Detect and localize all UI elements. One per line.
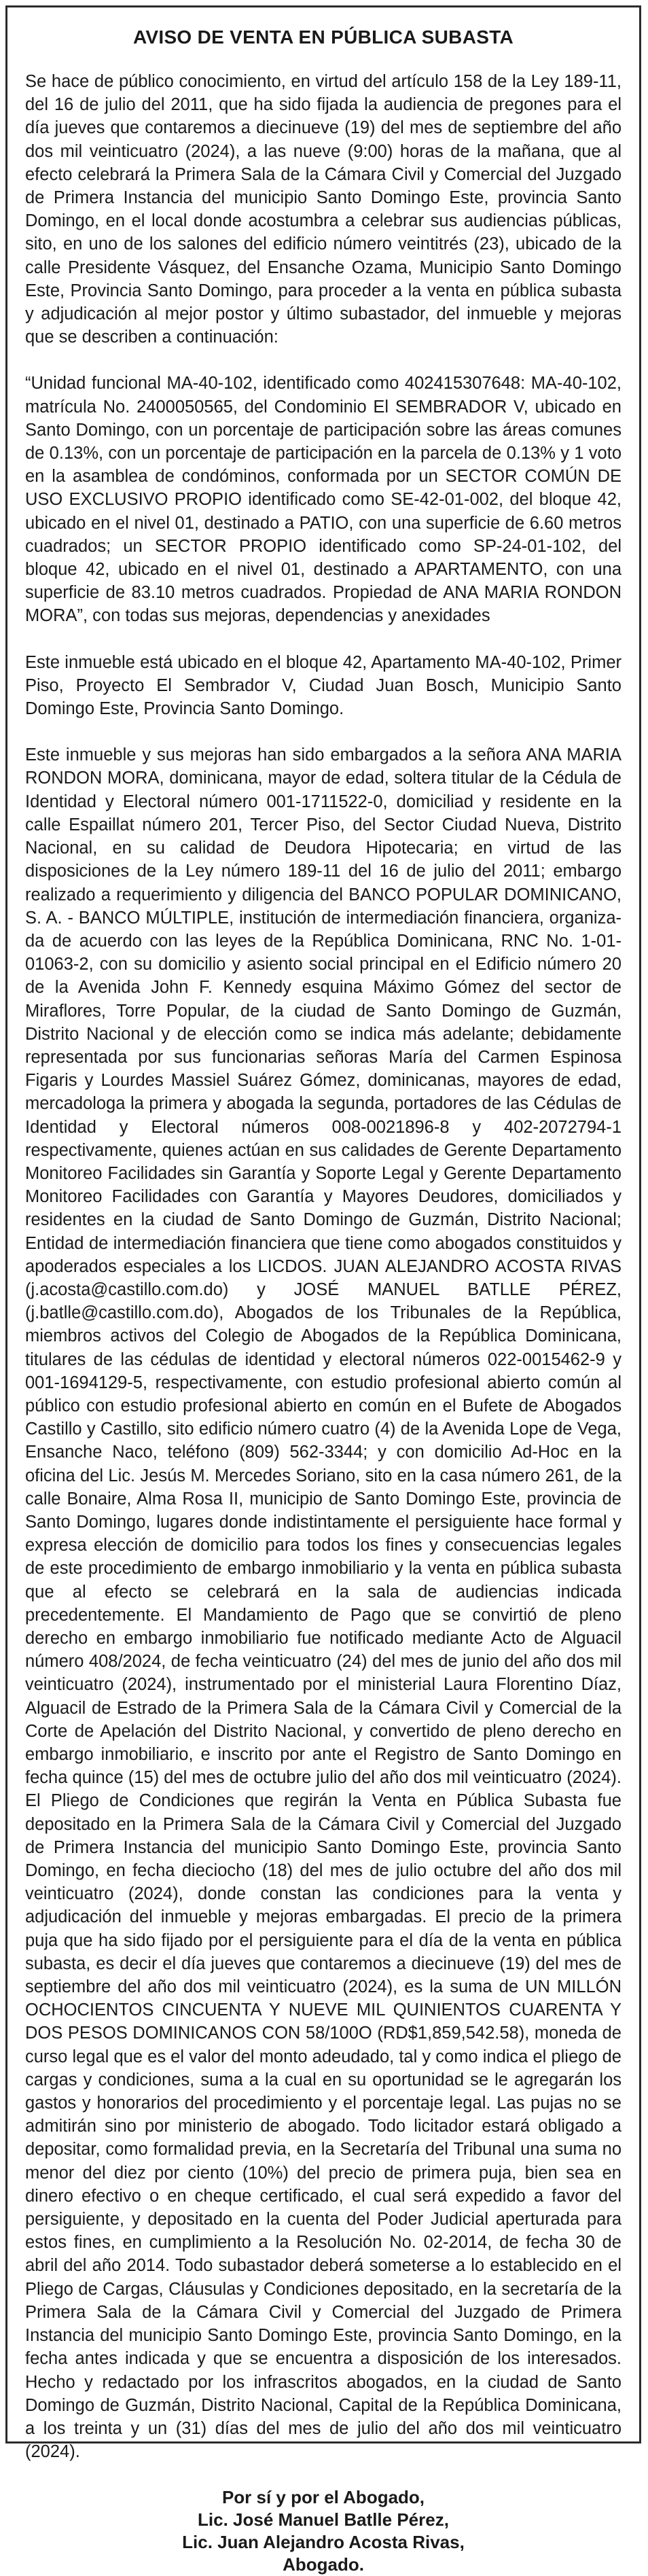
- signature-line-3: Lic. Juan Alejandro Acosta Rivas,: [182, 2532, 465, 2553]
- notice-title: AVISO DE VENTA EN PÚBLICA SUBASTA: [132, 27, 514, 48]
- paragraph-property-location: Este inmueble está ubicado en el bloque 42, Apartamento MA-40-102, Primer Piso, Proyecto El Sembrador V, Ciudad Juan Bosch, Municipio Santo Domingo Este, Provincia Santo Domingo.: [25, 652, 622, 719]
- signature-block: [25, 2486, 622, 2576]
- paragraph-property-description: “Unidad funcional MA-40-102, identificado como 402415307648: MA-40-102, matrícula No. 2400050565, del Condominio El SEMBRADOR V, ubicado en Santo Domingo, con un porcentaje de participación sobre las áreas comunes de 0.13%, con un porcentaje de participación en la parcela de 0.13% y 1 voto en la asamblea de condóminos, conformada por un SECTOR COMÚN DE USO EXCLUSIVO PROPIO identificado como SE-42-01-002, del bloque 42, ubicado en el nivel 01, destinado a PATIO, con una superficie de 6.60 metros cuadrados; un SECTOR PROPIO identificado como SP-24-01-102, del bloque 42, ubicado en el nivel 01, destinado a APARTAMENTO, con una superficie de 83.10 metros cuadrados. Propiedad de ANA MARIA RONDON MORA”, con todas sus mejoras, dependencias y anexidades: [25, 374, 622, 626]
- notice-frame: [5, 5, 641, 2575]
- signature-line-1: Por sí y por el Abogado,: [221, 2487, 425, 2508]
- paragraph-seizure-details: Este inmueble y sus mejoras han sido embargados a la señora ANA MARIA RONDON MORA, dominicana, mayor de edad, soltera titular de la Cédula de Identidad y Electoral número 001-1711522-0, domiciliad y residente en la calle Espaillat número 201, Tercer Piso, del Sector Ciudad Nueva, Distrito Nacional, en su calidad de Deudora Hipotecaria; en virtud de las disposiciones de la Ley número 189-11 del 16 de julio del 2011; embargo realizado a requerimiento y diligencia del BANCO POPULAR DOMINICANO, S. A. - BANCO MÚLTIPLE, institución de intermediación financiera, organizada de acuerdo con las leyes de la República Dominicana, RNC No. 1-01-01063-2, con su domicilio y asiento social principal en el Edificio número 20 de la Avenida John F. Kennedy esquina Máximo Gómez del sector de Miraflores, Torre Popular, de la ciudad de Santo Domingo de Guzmán, Distrito Nacional y de elección como se indica más adelante; debidamente representada por sus funcionarias señoras María del Carmen Espinosa Figaris y Lourdes Massiel Suárez Gómez, dominicanas, mayores de edad, mercadologa la primera y abogada la segunda, portadores de las Cédulas de Identidad y Electoral números 008-0021896-8 y 402-2072794-1 respectivamente, quienes actúan en sus calidades de Gerente Departamento Monitoreo Facilidades sin Garantía y Soporte Legal y Gerente Departamento Monitoreo Facilidades con Garantía y Mayores Deudores, domiciliados y residentes en la ciudad de Santo Domingo de Guzmán, Distrito Nacional; Entidad de intermediación financiera que tiene como abogados constituidos y apoderados especiales a los LICDOS. JUAN ALEJANDRO ACOSTA RIVAS (j.acosta@castillo.com.do) y JOSÉ MANUEL BATLLE PÉREZ, (j.batlle@castillo.com.do), Abogados de los Tribunales de la República, miembros activos del Colegio de Abogados de la República Dominicana, titulares de las cédulas de identidad y electoral números 022-0015462-9 y 001-1694129-5, respectivamente, con estudio profesional abierto común al público con estudio profesional abierto en común en el Bufete de Abogados Castillo y Castillo, sito edificio número cuatro (4) de la Avenida Lope de Vega, Ensanche Naco, teléfono (809) 562-3344; y con domicilio Ad-Hoc en la oficina del Lic. Jesús M. Mercedes Soriano, sito en la casa número 261, de la calle Bonaire, Alma Rosa II, municipio de Santo Domingo Este, provincia de Santo Domingo, lugares donde indistintamente el persiguiente hace formal y expresa elección de domicilio para todos los fines y consecuencias legales de este procedimiento de embargo inmobiliario y la venta en pública subasta que al efecto se celebrará en la sala de audiencias indicada precedentemente. El Mandamiento de Pago que se convirtió de pleno derecho en embargo inmobiliario fue notificado mediante Acto de Alguacil número 408/2024, de fecha veinticuatro (24) del mes de junio del año dos mil veinticuatro (2024), instrumentado por el ministerial Laura Florentino Díaz, Alguacil de Estrado de la Primera Sala de la Cámara Civil y Comercial de la Corte de Apelación del Distrito Nacional, y convertido de pleno derecho en embargo inmobiliario, e inscrito por ante el Registro de Santo Domingo en fecha quince (15) del mes de octubre julio del año dos mil veinticuatro (2024). El Pliego de Condiciones que regirán la Venta en Pública Subasta fue depositado en la Primera Sala de la Cámara Civil y Comercial del Juzgado de Primera Instancia del municipio Santo Domingo Este, provincia Santo Domingo, en fecha dieciocho (18) del mes de julio octubre del año dos mil veinticuatro (2024), donde constan las condiciones para la venta y adjudicación del inmueble y mejoras embargadas. El precio de la primera puja que ha sido fijado por el persiguiente para el día de la venta en pública subasta, es decir el día jueves que contaremos a diecinueve (19) del mes de septiembre del año dos mil veinticuatro (2024), es la suma de UN MILLÓN OCHOCIENTOS CINCUENTA Y NUEVE MIL QUINIENTOS CUARENTA Y DOS PESOS DOMINICANOS CON 58/100O (RD$1,859,542.58), moneda de curso legal que es el valor del monto adeudado, tal y como indica el pliego de cargas y condiciones, suma a la cual en su oportunidad se le agregarán los gastos y honorarios del procedimiento y el porcentaje legal. Las pujas no se admitirán sino por ministerio de abogado. Todo licitador estará obligado a depositar, como formalidad previa, en la Secretaría del Tribunal una suma no menor del diez por ciento (10%) del precio de primera puja, bien sea en dinero efectivo o en cheque certificado, el cual será expedido a favor del persiguiente, y depositado en la cuenta del Poder Judicial aperturada para estos fines, en cumplimiento a la Resolución No. 02-2014, de fecha 30 de abril del año 2014. Todo subastador deberá someterse a lo establecido en el Pliego de Cargas, Cláusulas y Condiciones depositado, en la secretaría de la Primera Sala de la Cámara Civil y Comercial del Juzgado de Primera Instancia del municipio Santo Domingo Este, provincia Santo Domingo, en la fecha antes indicada y que se encuentra a disposición de los interesados. Hecho y redactado por los infrascritos abogados, en la ciudad de Santo Domingo de Guzmán, Distrito Nacional, Capital de la República Dominicana, a los treinta y un (31) días del mes de julio del año dos mil veinticuatro (2024).: [25, 745, 622, 2462]
- signature-line-2: Lic. José Manuel Batlle Pérez,: [198, 2509, 449, 2530]
- signature-line-4: Abogado.: [283, 2554, 364, 2575]
- paragraph-audience: Se hace de público conocimiento, en virtud del artículo 158 de la Ley 189-11, del 16 de julio del 2011, que ha sido fijada la audiencia de pregones para el día jueves que contaremos a diecinueve (19) del mes de septiembre del año dos mil veinticuatro (2024), a las nueve (9:00) horas de la mañana, que al efecto celebrará la Primera Sala de la Cámara Civil y Comercial del Juzgado de Primera Instancia del municipio Santo Domingo Este, provincia Santo Domingo, en el local donde acostumbra a celebrar sus audiencias públicas, sito, en uno de los salones del edificio número veintitrés (23), ubicado de la calle Presidente Vásquez, del Ensanche Ozama, Municipio Santo Domingo Este, Provincia Santo Domingo, para proceder a la venta en pública subasta y adjudicación al mejor postor y último subastador, del inmueble y mejoras que se describen a continuación:: [25, 72, 622, 347]
